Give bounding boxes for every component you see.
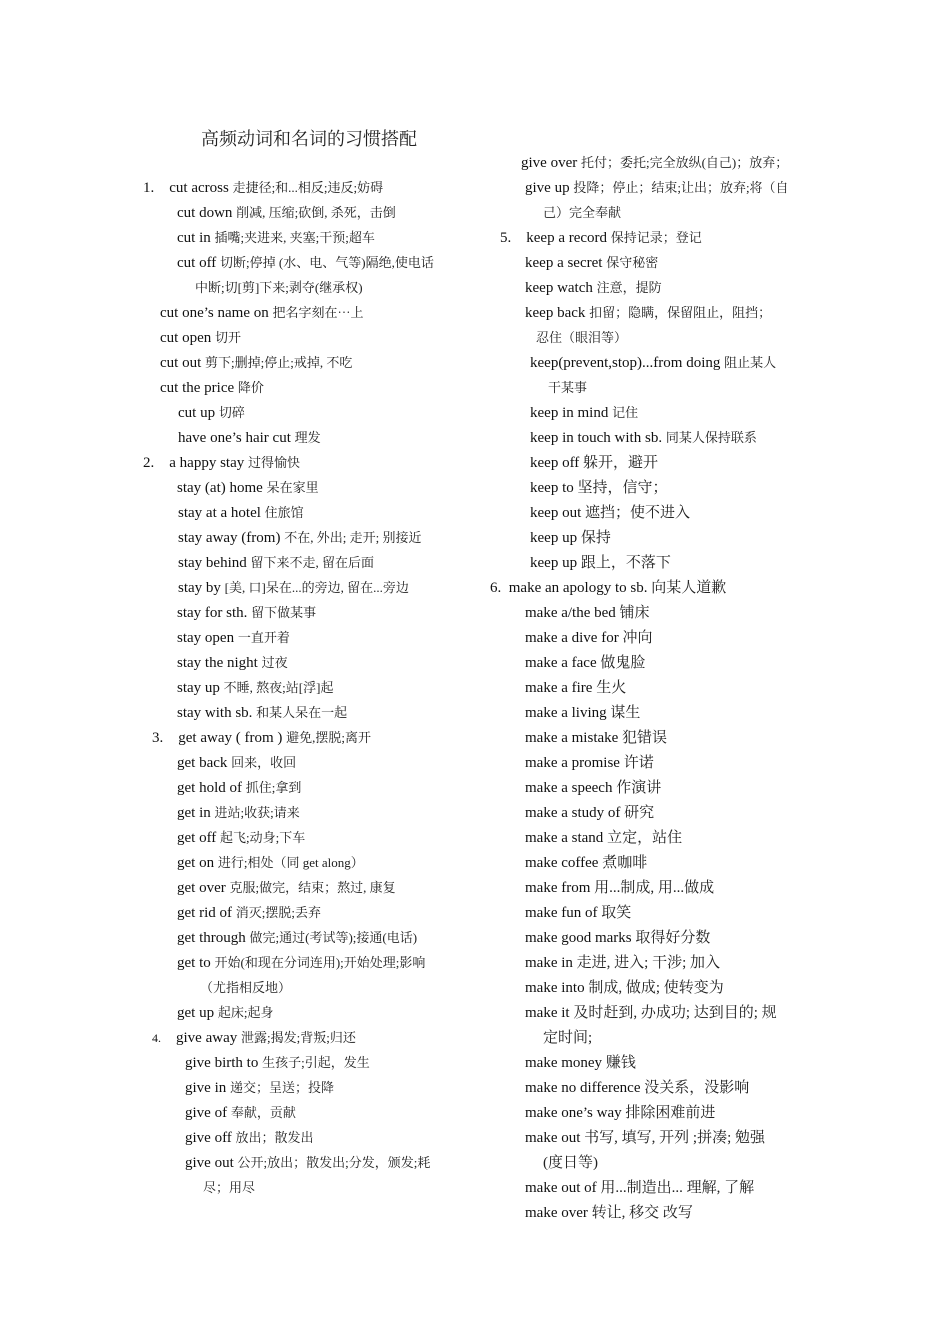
meaning: （尤指相反地）	[200, 980, 292, 995]
meaning: 切碎	[218, 405, 245, 420]
entry-line	[152, 1028, 356, 1048]
meaning: 做完;通过(考试等);接通(电话)	[249, 930, 418, 945]
meaning: 理发	[294, 430, 321, 445]
entry-line	[177, 703, 347, 723]
meaning: 干某事	[548, 380, 588, 395]
entry-line	[525, 603, 650, 623]
meaning: 保持	[580, 530, 611, 546]
meaning: 跟上，不落下	[580, 555, 671, 571]
phrase: stay with sb.	[177, 705, 253, 721]
meaning: 公开;放出；散发出;分发，颁发;耗	[237, 1155, 431, 1170]
meaning: 扣留；隐瞒，保留阻止，阻挡；	[589, 305, 772, 320]
entry-line	[525, 1003, 777, 1023]
meaning: 和某人呆在一起	[256, 705, 348, 720]
meaning: 阻止某人	[724, 355, 777, 370]
entry-line	[525, 1078, 749, 1098]
entry-line	[177, 953, 425, 973]
phrase: make a/the bed	[525, 605, 616, 621]
entry-line	[525, 678, 626, 698]
entry-line	[177, 853, 364, 873]
entry-line	[185, 1053, 370, 1073]
meaning: 用...制造出... 理解, 了解	[600, 1180, 755, 1196]
entry-line	[525, 628, 652, 648]
phrase: make coffee	[525, 855, 599, 871]
meaning: 呆在家里	[266, 480, 319, 495]
entry-line	[525, 878, 714, 898]
meaning: 进站;收获;请来	[214, 805, 300, 820]
phrase: cut the price	[160, 380, 235, 396]
entry-line	[525, 1103, 715, 1123]
phrase: give out	[185, 1155, 234, 1171]
meaning: 起飞;动身;下车	[220, 830, 306, 845]
entry-line	[160, 378, 264, 398]
meaning: 起床;起身	[217, 1005, 274, 1020]
entry-line	[177, 828, 305, 848]
phrase: get through	[177, 930, 246, 946]
entry-line	[525, 178, 789, 198]
meaning: 转让, 移交 改写	[591, 1205, 693, 1221]
meaning: 制成, 做成; 使转变为	[588, 980, 724, 996]
phrase: cut across	[169, 180, 229, 196]
entry-line	[543, 1153, 598, 1173]
entry-line	[160, 303, 364, 323]
phrase: have one’s hair cut	[178, 430, 291, 446]
entry-line	[525, 978, 724, 998]
entry-line	[185, 1153, 430, 1173]
meaning: 及时赶到, 办成功; 达到目的; 规	[573, 1005, 777, 1021]
meaning: 坚持，信守；	[577, 480, 668, 496]
entry-line	[177, 903, 321, 923]
entry-line	[548, 378, 587, 398]
section-number: 3.	[152, 730, 164, 746]
meaning: (度日等)	[543, 1155, 598, 1171]
meaning: 不在, 外出; 走开; 别接近	[284, 530, 422, 545]
phrase: stay behind	[178, 555, 247, 571]
phrase: keep(prevent,stop)...from doing	[530, 355, 721, 371]
phrase: get in	[177, 805, 211, 821]
entry-line	[177, 678, 333, 698]
phrase: give up	[525, 180, 570, 196]
entry-line	[178, 503, 304, 523]
entry-line	[500, 228, 702, 248]
section-number: 2.	[143, 455, 155, 471]
meaning: 过得愉快	[247, 455, 300, 470]
entry-line	[177, 603, 316, 623]
entry-line	[177, 1003, 273, 1023]
phrase: keep back	[525, 305, 586, 321]
phrase: get rid of	[177, 905, 232, 921]
phrase: a happy stay	[169, 455, 245, 471]
entry-line	[530, 353, 776, 373]
meaning: 走捷径;和...相反;违反;妨碍	[232, 180, 384, 195]
phrase: cut out	[160, 355, 202, 371]
entry-line	[543, 203, 621, 223]
entry-line	[177, 753, 296, 773]
phrase: stay open	[177, 630, 235, 646]
meaning: 避免,摆脱;离开	[286, 730, 371, 745]
section-number: 6.	[490, 580, 502, 596]
entry-line	[160, 328, 241, 348]
meaning: 书写, 填写, 开列 ;拼凑; 勉强	[584, 1130, 765, 1146]
entry-line	[177, 628, 290, 648]
phrase: keep watch	[525, 280, 593, 296]
entry-line	[177, 878, 396, 898]
meaning: 降价	[237, 380, 264, 395]
phrase: get over	[177, 880, 226, 896]
meaning: 切开	[214, 330, 241, 345]
meaning: 定时间;	[543, 1030, 593, 1046]
entry-line	[530, 528, 611, 548]
phrase: keep up	[530, 530, 578, 546]
phrase: make a dive for	[525, 630, 619, 646]
phrase: keep out	[530, 505, 582, 521]
phrase: make from	[525, 880, 591, 896]
meaning: 托付；委托;完全放纵(自己)；放弃；	[580, 155, 789, 170]
meaning: 向某人道歉	[651, 580, 727, 596]
section-number: 5.	[500, 230, 512, 246]
meaning: 保守秘密	[606, 255, 659, 270]
entry-line	[530, 428, 757, 448]
meaning: 排除困难前进	[625, 1105, 716, 1121]
meaning: 不睡, 熬夜;站[浮]起	[223, 680, 334, 695]
entry-line	[178, 528, 421, 548]
entry-line	[525, 953, 720, 973]
meaning: 过夜	[261, 655, 288, 670]
phrase: give away	[176, 1030, 238, 1046]
phrase: get on	[177, 855, 215, 871]
entry-line	[177, 253, 434, 273]
meaning: 取笑	[601, 905, 632, 921]
phrase: get off	[177, 830, 217, 846]
phrase: stay for sth.	[177, 605, 248, 621]
entry-line	[525, 903, 631, 923]
entry-line	[525, 703, 640, 723]
phrase: stay up	[177, 680, 220, 696]
meaning: 赚钱	[605, 1055, 636, 1071]
phrase: give of	[185, 1105, 228, 1121]
phrase: cut one’s name on	[160, 305, 269, 321]
phrase: keep in touch with sb.	[530, 430, 663, 446]
entry-line	[525, 653, 645, 673]
meaning: 留下来不走, 留在后面	[250, 555, 375, 570]
entry-line	[185, 1128, 314, 1148]
entry-line	[521, 153, 788, 173]
meaning: 把名字刻在⋯上	[272, 305, 364, 320]
phrase: make a living	[525, 705, 607, 721]
entry-line	[530, 478, 668, 498]
meaning: 削减, 压缩;砍倒, 杀死，击倒	[236, 205, 396, 220]
meaning: 消灭;摆脱;丢弃	[235, 905, 321, 920]
meaning: 许诺	[623, 755, 654, 771]
entry-line	[525, 253, 658, 273]
phrase: make a study of	[525, 805, 621, 821]
meaning: 研究	[624, 805, 655, 821]
meaning: 递交；呈送；投降	[230, 1080, 335, 1095]
phrase: make a fire	[525, 680, 593, 696]
meaning: 开始(和现在分词连用);开始处理;影响	[214, 955, 426, 970]
phrase: give off	[185, 1130, 232, 1146]
entry-line	[530, 453, 658, 473]
phrase: stay (at) home	[177, 480, 263, 496]
entry-line	[536, 328, 627, 348]
meaning: 同某人保持联系	[665, 430, 757, 445]
meaning: 留下做某事	[251, 605, 317, 620]
phrase: make a face	[525, 655, 597, 671]
entry-line	[160, 353, 352, 373]
entry-line	[525, 778, 661, 798]
phrase: make a speech	[525, 780, 613, 796]
meaning: [美, 口]呆在...的旁边, 留在...旁边	[224, 580, 409, 595]
meaning: 作演讲	[616, 780, 662, 796]
phrase: make an apology to sb.	[508, 580, 648, 596]
entry-line	[178, 578, 409, 598]
entry-line	[178, 403, 245, 423]
phrase: keep up	[530, 555, 578, 571]
meaning: 冲向	[622, 630, 653, 646]
meaning: 插嘴;夹进来, 夹塞;干预;超车	[214, 230, 375, 245]
phrase: stay by	[178, 580, 221, 596]
entry-line	[543, 1028, 592, 1048]
meaning: 进行;相处（同 get along）	[217, 855, 364, 870]
entry-line	[195, 278, 363, 298]
meaning: 放出；散发出	[235, 1130, 314, 1145]
meaning: 犯错误	[622, 730, 668, 746]
entry-line	[177, 478, 319, 498]
phrase: make in	[525, 955, 573, 971]
phrase: keep a secret	[525, 255, 603, 271]
phrase: get hold of	[177, 780, 242, 796]
phrase: cut off	[177, 255, 217, 271]
meaning: 生火	[596, 680, 627, 696]
entry-line	[185, 1078, 334, 1098]
phrase: stay at a hotel	[178, 505, 261, 521]
phrase: keep to	[530, 480, 574, 496]
entry-line	[177, 203, 396, 223]
entry-line	[525, 1178, 754, 1198]
phrase: get to	[177, 955, 211, 971]
meaning: 取得好分数	[635, 930, 711, 946]
entry-line	[530, 503, 690, 523]
meaning: 剪下;删掉;停止;戒掉, 不吃	[205, 355, 353, 370]
entry-line	[525, 928, 710, 948]
page-title: 高频动词和名词的习惯搭配	[201, 129, 417, 149]
phrase: keep in mind	[530, 405, 609, 421]
phrase: cut down	[177, 205, 233, 221]
entry-line	[530, 403, 638, 423]
section-number: 4.	[152, 1031, 161, 1045]
phrase: make it	[525, 1005, 570, 1021]
entry-line	[490, 578, 726, 598]
phrase: make a promise	[525, 755, 620, 771]
phrase: give over	[521, 155, 578, 171]
meaning: 投降；停止；结束;让出；放弃;将（自	[573, 180, 789, 195]
entry-line	[530, 553, 671, 573]
meaning: 生孩子;引起，发生	[262, 1055, 370, 1070]
phrase: cut in	[177, 230, 211, 246]
entry-line	[177, 928, 417, 948]
entry-line	[177, 653, 288, 673]
meaning: 抓住;拿到	[245, 780, 302, 795]
meaning: 谋生	[610, 705, 641, 721]
meaning: 己）完全奉献	[543, 205, 622, 220]
entry-line	[178, 428, 321, 448]
phrase: make into	[525, 980, 585, 996]
entry-line	[525, 728, 667, 748]
phrase: cut open	[160, 330, 212, 346]
entry-line	[525, 303, 771, 323]
entry-line	[200, 978, 291, 998]
entry-line	[525, 1203, 693, 1223]
meaning: 躲开，避开	[583, 455, 659, 471]
phrase: get up	[177, 1005, 215, 1021]
entry-line	[525, 803, 654, 823]
phrase: give in	[185, 1080, 227, 1096]
meaning: 回来，收回	[231, 755, 297, 770]
meaning: 住旅馆	[264, 505, 304, 520]
meaning: 尽；用尽	[203, 1180, 256, 1195]
phrase: get away ( from )	[178, 730, 283, 746]
entry-line	[177, 228, 375, 248]
phrase: make a stand	[525, 830, 604, 846]
entry-line	[143, 453, 300, 473]
phrase: give birth to	[185, 1055, 259, 1071]
meaning: 保持记录；登记	[610, 230, 702, 245]
phrase: make out	[525, 1130, 581, 1146]
meaning: 用...制成, 用...做成	[594, 880, 715, 896]
meaning: 一直开着	[237, 630, 290, 645]
meaning: 走进, 进入; 干涉; 加入	[576, 955, 720, 971]
entry-line	[525, 853, 647, 873]
phrase: keep a record	[526, 230, 608, 246]
phrase: make out of	[525, 1180, 597, 1196]
meaning: 立定，站住	[607, 830, 683, 846]
phrase: make one’s way	[525, 1105, 622, 1121]
meaning: 切断;停掉 (水、电、气等)隔绝,使电话	[220, 255, 434, 270]
meaning: 做鬼脸	[600, 655, 646, 671]
meaning: 煮咖啡	[602, 855, 648, 871]
meaning: 中断;切[剪]下来;剥夺(继承权)	[195, 280, 363, 295]
phrase: make good marks	[525, 930, 632, 946]
meaning: 忍住（眼泪等）	[536, 330, 628, 345]
entry-line	[143, 178, 383, 198]
phrase: make fun of	[525, 905, 598, 921]
entry-line	[152, 728, 371, 748]
phrase: keep off	[530, 455, 580, 471]
phrase: get back	[177, 755, 228, 771]
meaning: 铺床	[619, 605, 650, 621]
phrase: stay away (from)	[178, 530, 281, 546]
entry-line	[525, 278, 662, 298]
meaning: 奉献，贡献	[230, 1105, 296, 1120]
meaning: 泄露;揭发;背叛;归还	[240, 1030, 356, 1045]
phrase: cut up	[178, 405, 216, 421]
section-number: 1.	[143, 180, 155, 196]
phrase: make over	[525, 1205, 588, 1221]
entry-line	[185, 1103, 296, 1123]
entry-line	[203, 1178, 255, 1198]
meaning: 克服;做完，结束；熬过, 康复	[229, 880, 396, 895]
entry-line	[177, 778, 301, 798]
entry-line	[178, 553, 374, 573]
meaning: 遮挡；使不进入	[584, 505, 690, 521]
meaning: 注意，提防	[596, 280, 662, 295]
entry-line	[525, 1053, 636, 1073]
phrase: make a mistake	[525, 730, 619, 746]
meaning: 没关系，没影响	[644, 1080, 750, 1096]
phrase: stay the night	[177, 655, 258, 671]
meaning: 记住	[612, 405, 639, 420]
entry-line	[525, 753, 654, 773]
entry-line	[525, 828, 682, 848]
phrase: make no difference	[525, 1080, 641, 1096]
entry-line	[177, 803, 300, 823]
entry-line	[525, 1128, 765, 1148]
phrase: make money	[525, 1055, 603, 1071]
